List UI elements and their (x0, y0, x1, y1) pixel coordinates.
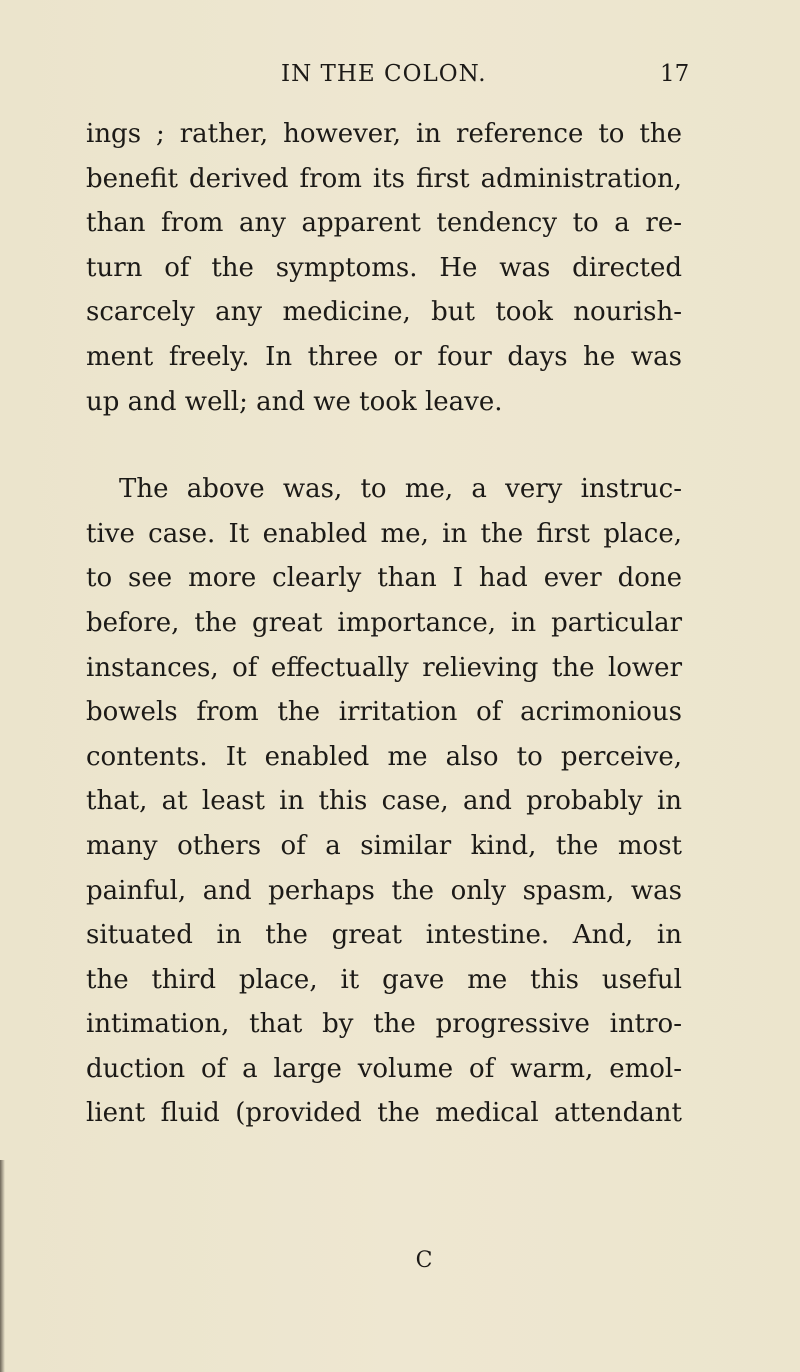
body-text (86, 112, 682, 1136)
text-line: bowels from the irritation of acrimonious (86, 697, 682, 728)
running-head: IN THE COLON. (281, 61, 487, 87)
page-header (0, 58, 800, 98)
text-line: that, at least in this case, and probably in (86, 786, 682, 817)
text-line: situated in the great intestine. And, in (86, 920, 682, 951)
text-line: ment freely. In three or four days he was (86, 341, 682, 372)
paragraph-2 (86, 467, 682, 1136)
text-line: ings ; rather, however, in reference to the (86, 119, 682, 149)
text-line: painful, and perhaps the only spasm, was (86, 875, 682, 906)
paragraph-1 (86, 112, 682, 424)
page-number: 17 (660, 61, 690, 87)
text-line: the third place, it gave me this useful (86, 964, 682, 995)
text-line: turn of the symptoms. He was directed (86, 252, 682, 283)
text-line: many others of a similar kind, the most (86, 830, 682, 861)
text-line: scarcely any medicine, but took nourish- (86, 297, 682, 328)
signature-mark: C (415, 1248, 433, 1273)
text-line: before, the great importance, in particular (86, 607, 682, 638)
text-line: benefit derived from its first administration, (86, 163, 682, 194)
text-line: The above was, to me, a very instruc- (119, 474, 682, 505)
text-line: contents. It enabled me also to perceive, (86, 741, 682, 772)
text-line: up and well; and we took leave. (86, 386, 503, 417)
paragraph-gap (86, 424, 682, 467)
text-line: tive case. It enabled me, in the first place, (86, 518, 682, 549)
text-line: instances, of effectually relieving the lower (86, 652, 682, 683)
text-line: to see more clearly than I had ever done (86, 563, 682, 594)
text-line: lient fluid (provided the medical attendant (86, 1098, 682, 1129)
text-line: duction of a large volume of warm, emol- (86, 1053, 682, 1084)
text-line: intimation, that by the progressive intro- (86, 1009, 682, 1040)
text-line: than from any apparent tendency to a re- (86, 208, 682, 239)
